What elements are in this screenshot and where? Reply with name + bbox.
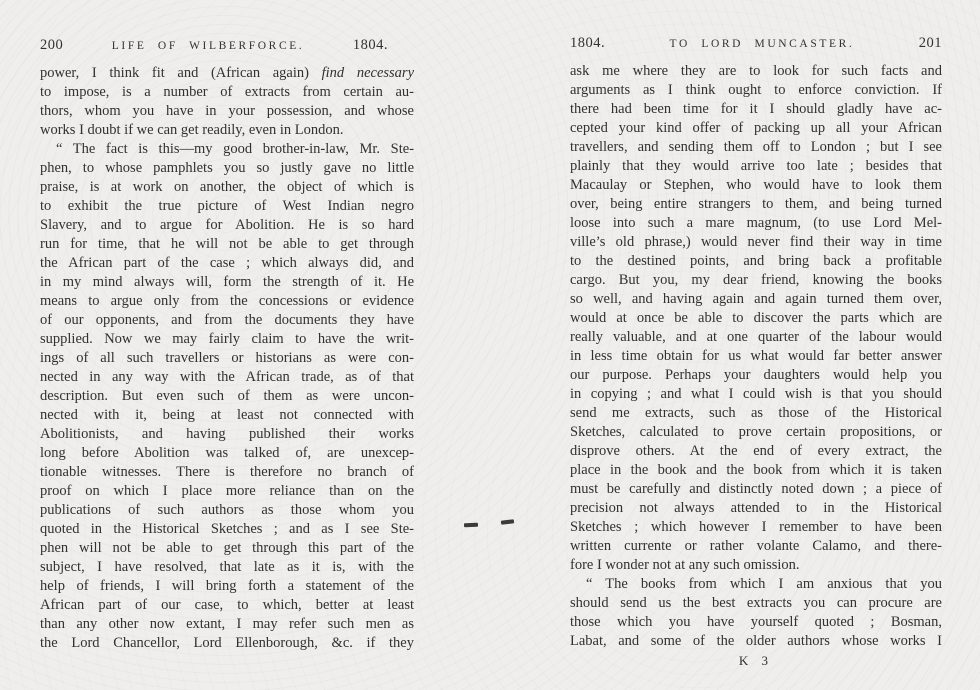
text-line: to the destined points, and bring back a profitable [570, 253, 942, 269]
text-line: loose into such a mare magnum, (to use Lord Mel- [570, 215, 942, 231]
gutter-artifact-dash [501, 519, 514, 525]
text-line: proof on which I place more reliance than on the [40, 483, 414, 499]
text-line: written currente or rather volante Calamo, and there- [570, 538, 942, 554]
text-line: over, being entire strangers to them, and being turned [570, 196, 942, 212]
text-line: in my mind always will, form the strength of it. He [40, 274, 414, 290]
right-page-header [570, 34, 942, 52]
text-line: description. But even such of them as were uncon- [40, 388, 414, 404]
text-line: those which you have yourself quoted ; Bosman, [570, 614, 942, 630]
text-line: thors, whom you have in your possession, and whose [40, 103, 414, 119]
text-line: praise, is at work on another, the object of which is [40, 179, 414, 195]
text-line: there had been time for it I should gladly have ac- [570, 101, 942, 117]
text-line: means to argue only from the concessions or evidence [40, 293, 414, 309]
text-line: in copying ; and what I could wish is that you should [570, 386, 942, 402]
text-line: run for time, that he will not be able to get through [40, 236, 414, 252]
text-line: really valuable, and at one quarter of the labour would [570, 329, 942, 345]
text-line: Sketches ; which however I remember to have been [570, 519, 942, 535]
running-title: TO LORD MUNCASTER. [669, 38, 855, 50]
text-line: publications of such authors as those whom you [40, 502, 414, 518]
text-line: African part of our case, to which, better at least [40, 597, 414, 613]
text-line: “ The fact is this—my good brother-in-law, Mr. Ste- [56, 141, 414, 157]
text-line: Abolitionists, and having published their works [40, 426, 414, 442]
gutter-artifact-dash [464, 523, 478, 527]
text-line-roman: power, I think fit and (African again) [40, 65, 322, 81]
text-line: ask me where they are to look for such facts and [570, 63, 942, 79]
text-line: subject, I have resolved, that late as it is, with the [40, 559, 414, 575]
text-line: Sketches, calculated to prove certain propositions, or [570, 424, 942, 440]
text-line: our purpose. Perhaps your daughters would help you [570, 367, 942, 383]
text-line: must be carefully and distinctly noted down ; a piece of [570, 481, 942, 497]
left-page-body [40, 64, 414, 653]
text-line: would at once be able to discover the parts which are [570, 310, 942, 326]
text-line: Labat, and some of the older authors whose works I [570, 633, 942, 649]
text-line: Slavery, and to argue for Abolition. He is so hard [40, 217, 414, 233]
text-line: send me extracts, such as those of the Historical [570, 405, 942, 421]
text-line: ville’s old phrase,) would never find their way in time [570, 234, 942, 250]
signature-mark: K 3 [738, 653, 774, 668]
text-line: arguments as I think ought to enforce conviction. If [570, 82, 942, 98]
text-line-italic: find necessary [321, 65, 414, 81]
text-line: cepted your kind offer of packing up all your African [570, 120, 942, 136]
text-line: plainly that they would arrive too late ; besides that [570, 158, 942, 174]
text-line: to impose, is a number of extracts from certain au- [40, 84, 414, 100]
text-line: cargo. But you, my dear friend, knowing the books [570, 272, 942, 288]
text-line: Macaulay or Stephen, who would have to look them [570, 177, 942, 193]
text-line: disprove others. At the end of every extract, the [570, 443, 942, 459]
text-line: long before Abolition was talked of, are unexcep- [40, 445, 414, 461]
left-page-header [40, 36, 414, 54]
text-line: than any other now extant, I may refer such men as [40, 616, 414, 632]
text-line: the Lord Chancellor, Lord Ellenborough, &c. if they [40, 635, 414, 651]
text-line: the African part of the case ; which always did, and [40, 255, 414, 271]
year-label: 1804. [570, 35, 606, 51]
page-number: 201 [918, 35, 942, 51]
text-line: fore I wonder not at any such omission. [570, 557, 800, 573]
text-line: travellers, and sending them off to London ; but I see [570, 139, 942, 155]
left-page [40, 36, 414, 653]
text-line: nected in any way with the African trade, as of that [40, 369, 414, 385]
year-label: 1804. [352, 37, 388, 53]
text-line: in less time obtain for us what would far better answer [570, 348, 942, 364]
text-line: tionable witnesses. There is therefore no branch of [40, 464, 414, 480]
running-title: LIFE OF WILBERFORCE. [111, 40, 305, 52]
text-line: to exhibit the true picture of West Indian negro [40, 198, 414, 214]
text-line: place in the book and the book from which it is taken [570, 462, 942, 478]
text-line: precision not always attended to in the Historical [570, 500, 942, 516]
text-line: phen, to whose pamphlets you so justly gave no little [40, 160, 414, 176]
page-number: 200 [40, 37, 64, 53]
text-line: of our opponents, and from the documents they have [40, 312, 414, 328]
text-line: help of friends, I will bring forth a statement of the [40, 578, 414, 594]
text-line: works I doubt if we can get readily, even in London. [40, 122, 344, 138]
text-line: “ The books from which I am anxious that you [586, 576, 942, 592]
text-line: so well, and having again and again turned them over, [570, 291, 942, 307]
text-line: phen will not be able to get through this part of the [40, 540, 414, 556]
text-line: quoted in the Historical Sketches ; and as I see Ste- [40, 521, 414, 537]
text-line: ings of all such travellers or historians as were con- [40, 350, 414, 366]
right-page [570, 34, 942, 670]
text-line: should send us the best extracts you can procure are [570, 595, 942, 611]
text-line: nected with it, being at least not connected with [40, 407, 414, 423]
text-line [40, 64, 414, 83]
text-line: supplied. Now we may fairly claim to have the writ- [40, 331, 414, 347]
right-page-body [570, 62, 942, 651]
